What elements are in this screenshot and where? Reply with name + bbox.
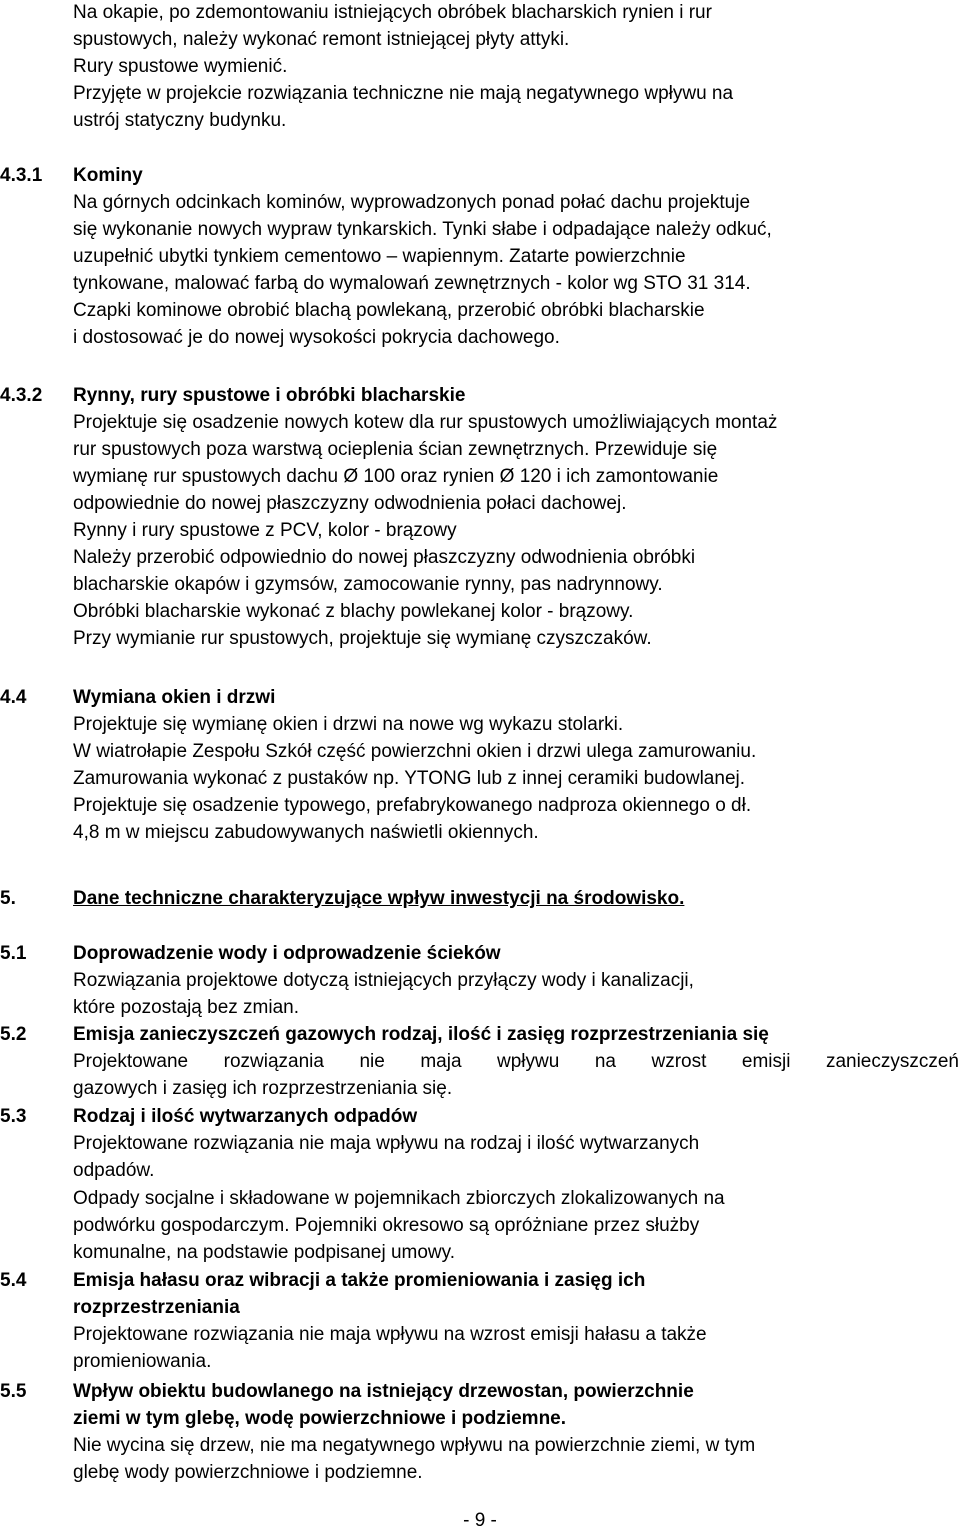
body-line: 4,8 m w miejscu zabudowywanych naświetli okiennych. xyxy=(73,822,539,843)
body-line: Nie wycina się drzew, nie ma negatywnego wpływu na powierzchnie ziemi, w tym xyxy=(73,1435,756,1456)
body-line: glebę wody powierzchniowe i podziemne. xyxy=(73,1462,423,1483)
section-heading: Wymiana okien i drzwi xyxy=(73,687,276,708)
section-heading: rozprzestrzeniania xyxy=(73,1297,240,1318)
body-line: Zamurowania wykonać z pustaków np. YTONG lub z innej ceramiki budowlanej. xyxy=(73,768,746,789)
section-heading: Emisja hałasu oraz wibracji a także promieniowania i zasięg ich xyxy=(73,1270,646,1291)
section-heading: Rynny, rury spustowe i obróbki blacharskie xyxy=(73,385,466,406)
body-line: odpadów. xyxy=(73,1160,155,1181)
intro-line: Na okapie, po zdemontowaniu istniejących obróbek blacharskich rynien i rur xyxy=(73,2,712,23)
body-line: Projektuje się osadzenie nowych kotew dla rur spustowych umożliwiających montaż xyxy=(73,412,778,433)
body-line: Projektuje się wymianę okien i drzwi na nowe wg wykazu stolarki. xyxy=(73,714,624,735)
body-line: promieniowania. xyxy=(73,1351,212,1372)
body-line: Projektowane rozwiązania nie maja wpływu na wzrost emisji zanieczyszczeń xyxy=(73,1051,959,1072)
body-line: W wiatrołapie Zespołu Szkół część powierzchni okien i drzwi ulega zamurowaniu. xyxy=(73,741,757,762)
section-heading: Wpływ obiektu budowlanego na istniejący drzewostan, powierzchnie xyxy=(73,1381,694,1402)
section-number: 5.5 xyxy=(0,1381,27,1402)
section-heading: Kominy xyxy=(73,165,143,186)
section-heading: Doprowadzenie wody i odprowadzenie ścieków xyxy=(73,943,501,964)
body-line: które pozostają bez zmian. xyxy=(73,997,300,1018)
section-number: 5.2 xyxy=(0,1024,27,1045)
section-number: 5.3 xyxy=(0,1106,27,1127)
body-line: i dostosować je do nowej wysokości pokrycia dachowego. xyxy=(73,327,560,348)
body-line: komunalne, na podstawie podpisanej umowy. xyxy=(73,1242,455,1263)
body-line: Projektuje się osadzenie typowego, prefabrykowanego nadproza okiennego o dł. xyxy=(73,795,752,816)
body-line: Rynny i rury spustowe z PCV, kolor - brązowy xyxy=(73,520,457,541)
body-line: Projektowane rozwiązania nie maja wpływu na rodzaj i ilość wytwarzanych xyxy=(73,1133,700,1154)
section-number: 4.3.2 xyxy=(0,385,43,406)
section-number: 4.3.1 xyxy=(0,165,43,186)
body-line: się wykonanie nowych wypraw tynkarskich. Tynki słabe i odpadające należy odkuć, xyxy=(73,219,772,240)
body-line: odpowiednie do nowej płaszczyzny odwodnienia połaci dachowej. xyxy=(73,493,627,514)
intro-line: ustrój statyczny budynku. xyxy=(73,110,287,131)
section-heading: Emisja zanieczyszczeń gazowych rodzaj, ilość i zasięg rozprzestrzeniania się xyxy=(73,1024,769,1045)
chapter-number: 5. xyxy=(0,888,16,909)
section-number: 4.4 xyxy=(0,687,27,708)
body-line: tynkowane, malować farbą do wymalowań zewnętrznych - kolor wg STO 31 314. xyxy=(73,273,751,294)
body-line: Projektowane rozwiązania nie maja wpływu na wzrost emisji hałasu a także xyxy=(73,1324,707,1345)
body-line: Odpady socjalne i składowane w pojemnikach zbiorczych zlokalizowanych na xyxy=(73,1188,725,1209)
section-heading: Rodzaj i ilość wytwarzanych odpadów xyxy=(73,1106,418,1127)
page-number: - 9 - xyxy=(463,1510,497,1531)
body-line: Obróbki blacharskie wykonać z blachy powlekanej kolor - brązowy. xyxy=(73,601,634,622)
body-line: rur spustowych poza warstwą ocieplenia ścian zewnętrznych. Przewiduje się xyxy=(73,439,718,460)
body-line: Przy wymianie rur spustowych, projektuje się wymianę czyszczaków. xyxy=(73,628,652,649)
intro-line: Rury spustowe wymienić. xyxy=(73,56,288,77)
section-number: 5.1 xyxy=(0,943,27,964)
body-line: Rozwiązania projektowe dotyczą istniejących przyłączy wody i kanalizacji, xyxy=(73,970,694,991)
body-line: Należy przerobić odpowiednio do nowej płaszczyzny odwodnienia obróbki xyxy=(73,547,696,568)
body-line: wymianę rur spustowych dachu Ø 100 oraz rynien Ø 120 i ich zamontowanie xyxy=(73,466,719,487)
section-heading: ziemi w tym glebę, wodę powierzchniowe i podziemne. xyxy=(73,1408,567,1429)
body-line: blacharskie okapów i gzymsów, zamocowanie rynny, pas nadrynnowy. xyxy=(73,574,663,595)
body-line: uzupełnić ubytki tynkiem cementowo – wapiennym. Zatarte powierzchnie xyxy=(73,246,686,267)
body-line: gazowych i zasięg ich rozprzestrzeniania się. xyxy=(73,1078,453,1099)
body-line: Czapki kominowe obrobić blachą powlekaną, przerobić obróbki blacharskie xyxy=(73,300,705,321)
section-number: 5.4 xyxy=(0,1270,27,1291)
body-line: Na górnych odcinkach kominów, wyprowadzonych ponad połać dachu projektuje xyxy=(73,192,751,213)
intro-line: spustowych, należy wykonać remont istniejącej płyty attyki. xyxy=(73,29,570,50)
chapter-heading: Dane techniczne charakteryzujące wpływ inwestycji na środowisko. xyxy=(73,888,685,909)
intro-line: Przyjęte w projekcie rozwiązania techniczne nie mają negatywnego wpływu na xyxy=(73,83,734,104)
body-line: podwórku gospodarczym. Pojemniki okresowo są opróżniane przez służby xyxy=(73,1215,700,1236)
